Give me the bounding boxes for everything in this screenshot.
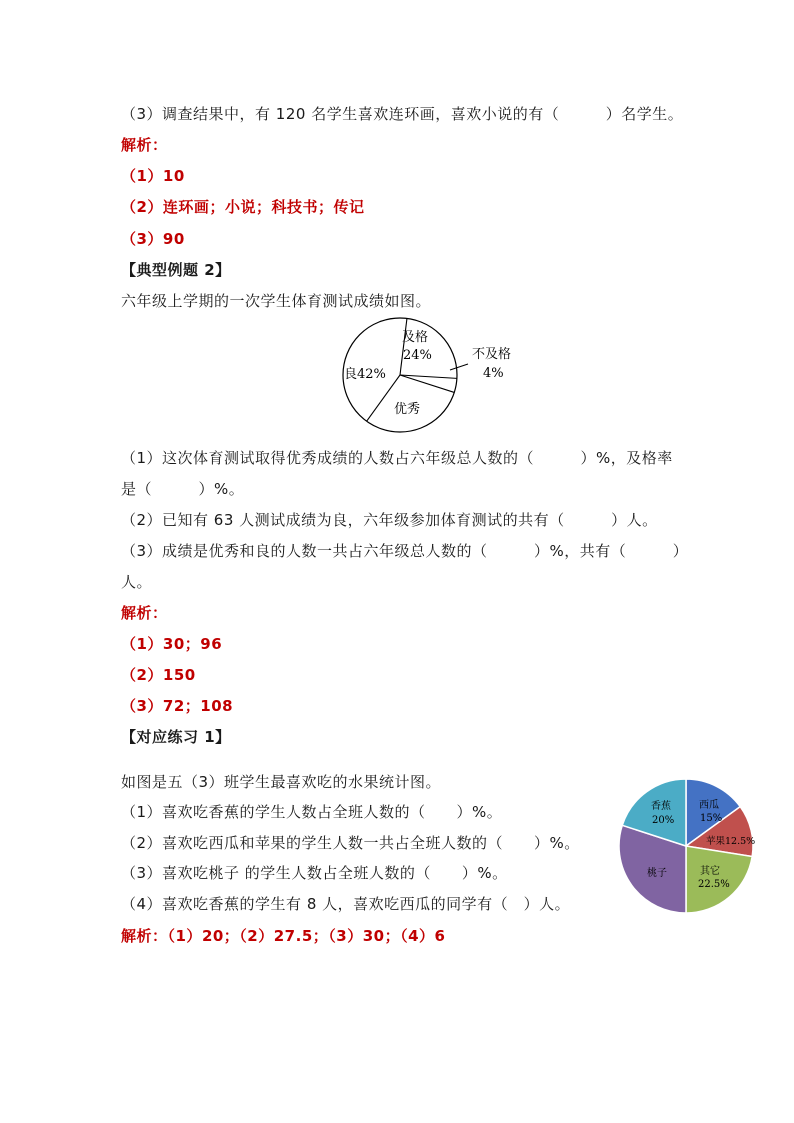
example-2-intro: 六年级上学期的一次学生体育测试成绩如图。 <box>121 292 432 310</box>
pie-chart-test-scores <box>330 318 550 428</box>
analysis-label: 解析： <box>121 136 168 154</box>
practice-1-q4: （4）喜欢吃香蕉的学生有 8 人，喜欢吃西瓜的同学有（ ）人。 <box>121 895 571 913</box>
label-xigua: 西瓜 <box>699 800 719 811</box>
practice-1-q2: （2）喜欢吃西瓜和苹果的学生人数一共占全班人数的（ ）%。 <box>121 834 580 852</box>
example-2-analysis-label: 解析： <box>121 604 168 622</box>
example-2-answer-2: （2）150 <box>121 666 196 684</box>
example-2-q1-line2: 是（ ）%。 <box>121 480 245 498</box>
label-qita-pct: 22.5% <box>698 879 730 890</box>
example-2-q2: （2）已知有 63 人测试成绩为良，六年级参加体育测试的共有（ ）人。 <box>121 511 658 529</box>
label-xigua-pct: 15% <box>700 813 723 824</box>
answer-1: （1）10 <box>121 167 185 185</box>
example-2-q3-line2: 人。 <box>121 573 153 591</box>
label-xiangjiao-pct: 20% <box>652 815 675 826</box>
label-taozi: 桃子 <box>647 868 667 879</box>
practice-1-intro: 如图是五（3）班学生最喜欢吃的水果统计图。 <box>121 773 442 791</box>
label-youxiu: 优秀 <box>394 402 421 417</box>
label-bujige-pct: 4% <box>483 366 504 381</box>
example-2-answer-3: （3）72；108 <box>121 697 234 715</box>
example-2-heading: 【典型例题 2】 <box>121 261 231 279</box>
practice-1-q3: （3）喜欢吃桃子 的学生人数占全班人数的（ ）%。 <box>121 864 508 882</box>
label-jige-pct: 24% <box>403 348 432 363</box>
label-pingguo: 苹果12.5% <box>706 836 756 847</box>
pie-chart-fruit <box>614 774 764 924</box>
example-2-q1-line1: （1）这次体育测试取得优秀成绩的人数占六年级总人数的（ ）%，及格率 <box>121 449 673 467</box>
example-2-q3-line1: （3）成绩是优秀和良的人数一共占六年级总人数的（ ）%，共有（ ） <box>121 542 689 560</box>
label-xiangjiao: 香蕉 <box>651 801 671 812</box>
answer-2: （2）连环画；小说；科技书；传记 <box>121 198 365 216</box>
practice-1-analysis: 解析：（1）20；（2）27.5；（3）30；（4）6 <box>121 927 446 945</box>
label-jige: 及格 <box>402 330 429 345</box>
question-3-text: （3）调查结果中，有 120 名学生喜欢连环画，喜欢小说的有（ ）名学生。 <box>121 105 684 123</box>
example-2-answer-1: （1）30；96 <box>121 635 223 653</box>
answer-3: （3）90 <box>121 230 185 248</box>
label-bujige: 不及格 <box>472 347 512 362</box>
label-qita: 其它 <box>700 866 720 877</box>
label-liang: 良42% <box>344 367 386 382</box>
practice-1-q1: （1）喜欢吃香蕉的学生人数占全班人数的（ ）%。 <box>121 803 503 821</box>
practice-1-heading: 【对应练习 1】 <box>121 728 231 746</box>
